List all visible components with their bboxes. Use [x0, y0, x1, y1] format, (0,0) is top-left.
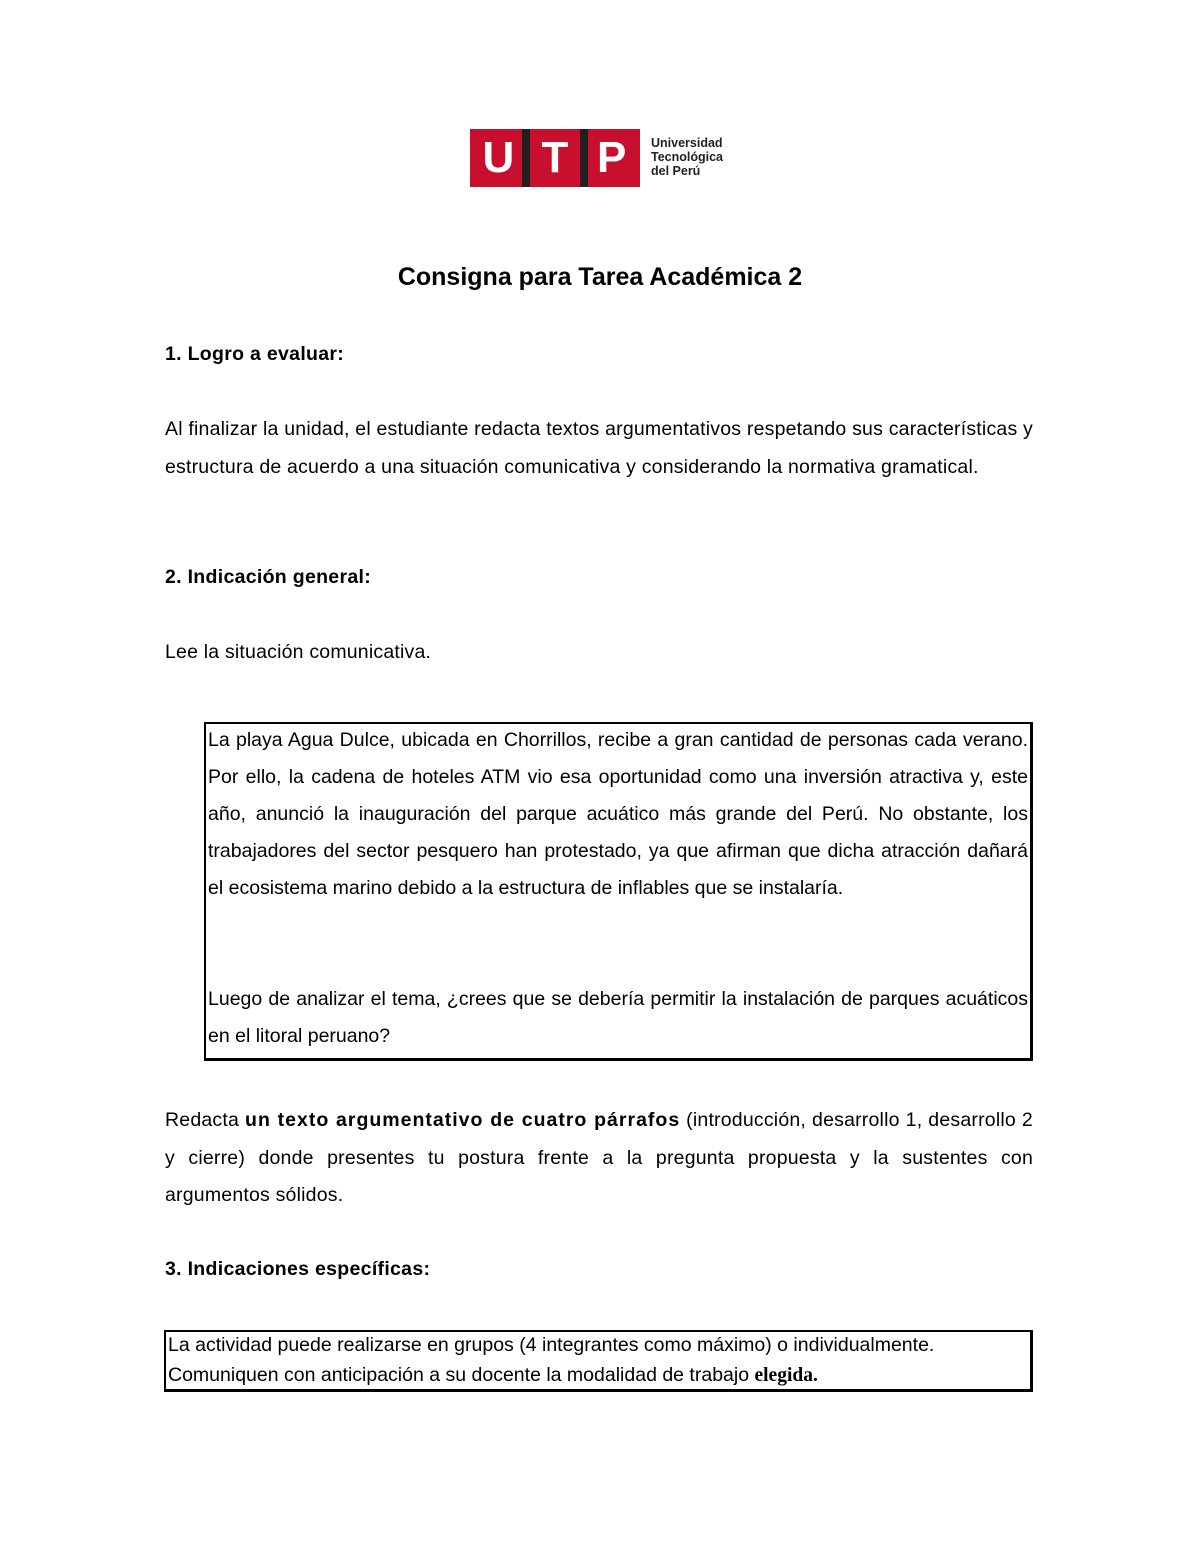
task-paragraph: [165, 1102, 1033, 1215]
activity-note-text: Comuniquen con anticipación a su docente la modalidad de trabajo: [168, 1364, 755, 1386]
question-paragraph: Luego de analizar el tema, ¿crees que se debería permitir la instalación de parques acuáticos en el litoral peruano?: [208, 988, 1028, 1047]
activity-note-line: La actividad puede realizarse en grupos (4 integrantes como máximo) o individualmente.: [168, 1334, 935, 1356]
logo-letter-p: P: [596, 133, 627, 182]
activity-note-bold: elegida.: [754, 1365, 818, 1386]
logo-letters-box: [470, 129, 640, 187]
section-heading-indicaciones-especificas: 3. Indicaciones específicas:: [165, 1258, 431, 1280]
activity-note-line: [168, 1360, 1028, 1391]
situation-box: [204, 722, 1033, 1061]
logo-name-line: Universidad: [651, 136, 723, 150]
activity-note-box: [164, 1330, 1033, 1392]
section-heading-logro: 1. Logro a evaluar:: [165, 343, 345, 365]
logo-divider: [580, 129, 588, 187]
task-text-start: Redacta: [165, 1109, 246, 1131]
utp-logo: [470, 129, 732, 187]
logo-letter-u: U: [482, 133, 515, 182]
logo-name-line: del Perú: [651, 164, 701, 178]
logro-paragraph: Al finalizar la unidad, el estudiante redacta textos argumentativos respetando sus características y estructura de acuerdo a una situación comunicativa y considerando la normativa gramatical.: [165, 418, 1033, 478]
situation-paragraph: La playa Agua Dulce, ubicada en Chorrillos, recibe a gran cantidad de personas cada verano. Por ello, la cadena de hoteles ATM vio esa oportunidad como una inversión atractiva y, este año, anunció la inauguración del parque acuático más grande del Perú. No obstante, los trabajadores del sector pesquero han protestado, ya que afirman que dicha atracción dañará el ecosistema marino debido a la estructura de inflables que se instalaría.: [208, 729, 1028, 899]
logo-name-line: Tecnológica: [651, 150, 724, 164]
page-title: Consigna para Tarea Académica 2: [397, 263, 803, 291]
task-text-bold: un texto argumentativo de cuatro párrafos: [245, 1109, 681, 1131]
logo-letter-t: T: [541, 133, 569, 182]
section-heading-indicacion-general: 2. Indicación general:: [165, 566, 371, 588]
task-text-end: (introducción, desarrollo 1, desarrollo 2 y cierre) donde presentes tu postura frente a la pregunta propuesta y la sustentes con argumentos sólidos.: [165, 1109, 1033, 1206]
intro-paragraph: Lee la situación comunicativa.: [165, 641, 432, 663]
logo-divider: [522, 129, 530, 187]
logo-university-name: [651, 136, 736, 178]
